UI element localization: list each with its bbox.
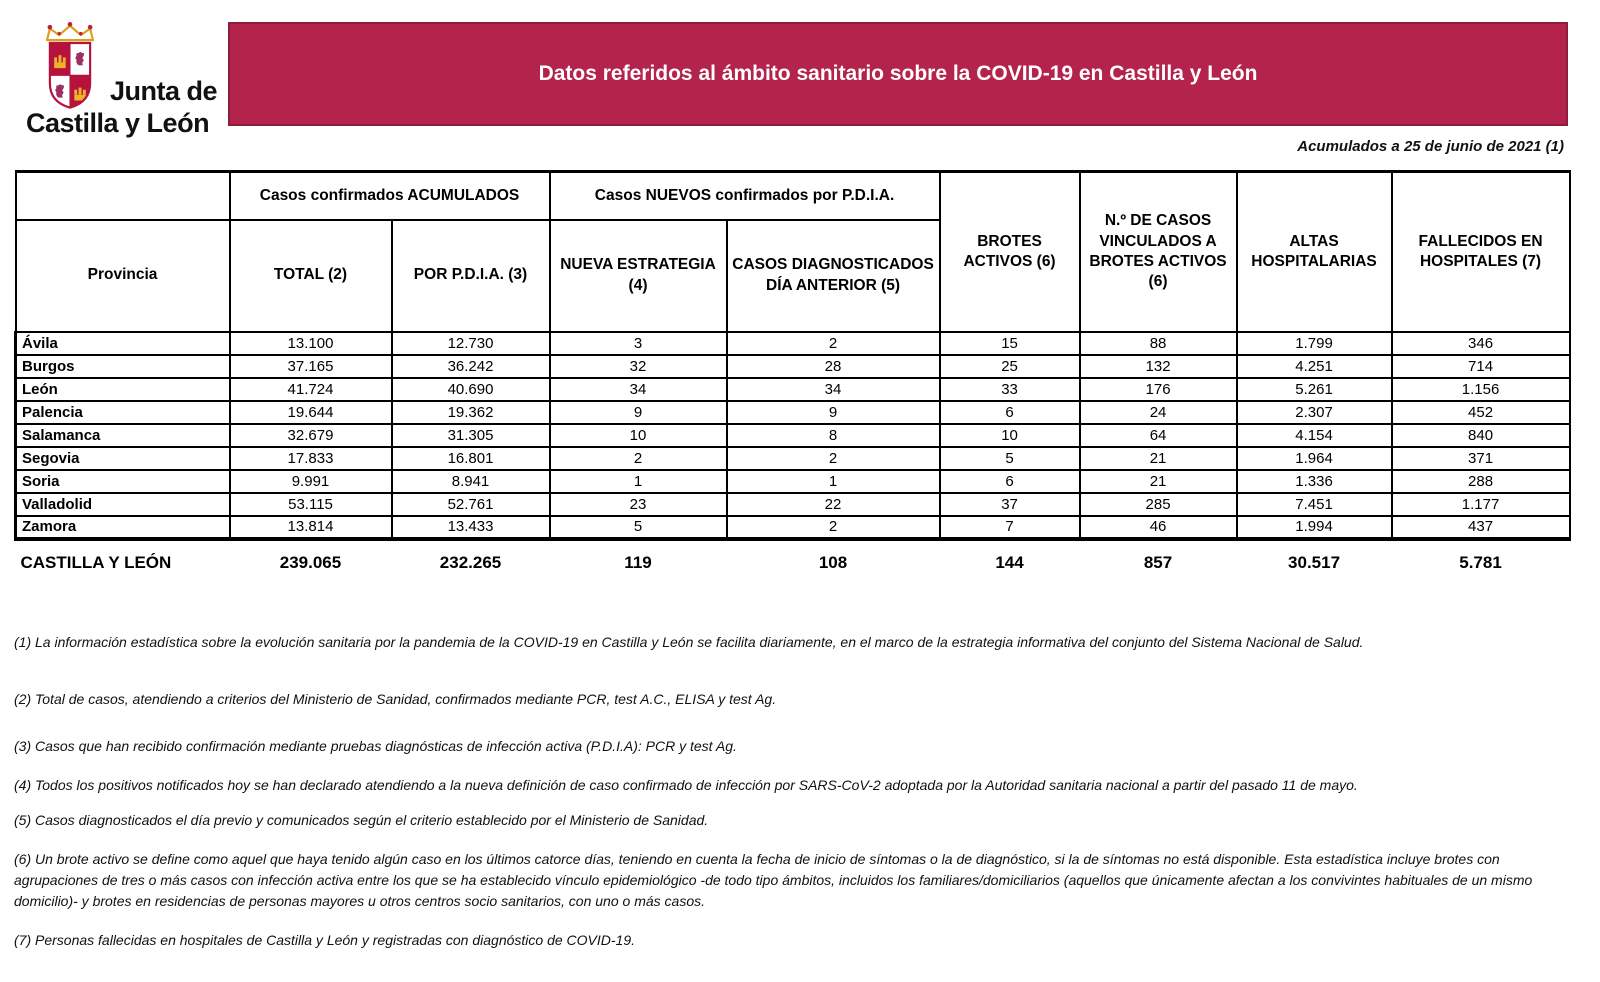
cell-fallecidos: 840 — [1392, 424, 1570, 447]
cell-diagnosticados: 28 — [727, 355, 940, 378]
cell-total: 41.724 — [230, 378, 392, 401]
cell-brotes: 10 — [940, 424, 1080, 447]
cell-brotes: 33 — [940, 378, 1080, 401]
cell-brotes: 7 — [940, 516, 1080, 539]
cell-vinculados: 132 — [1080, 355, 1237, 378]
cell-altas: 4.154 — [1237, 424, 1392, 447]
total-fallecidos: 5.781 — [1459, 553, 1502, 572]
cell-diagnosticados: 2 — [727, 332, 940, 355]
footnote-7: (7) Personas fallecidas en hospitales de Castilla y León y registradas con diagnóstico de COVID-19. — [14, 932, 635, 948]
cell-brotes: 6 — [940, 401, 1080, 424]
cell-fallecidos: 1.177 — [1392, 493, 1570, 516]
cell-total: 37.165 — [230, 355, 392, 378]
cell-por-pdia: 40.690 — [392, 378, 550, 401]
date-note: Acumulados a 25 de junio de 2021 (1) — [1297, 138, 1564, 155]
total-altas: 30.517 — [1288, 553, 1341, 572]
group-header-acumulados: Casos confirmados ACUMULADOS — [230, 172, 550, 220]
table-group-header-row — [16, 172, 1570, 220]
col-header-altas-hospitalarias: ALTAS HOSPITALARIAS — [1237, 172, 1392, 332]
cell-altas: 1.799 — [1237, 332, 1392, 355]
table-row-segovia — [16, 447, 1570, 470]
footnote-4: (4) Todos los positivos notificados hoy se han declarado atendiendo a la nueva definición de caso confirmado de infección por SARS-CoV-2 adoptada por la Autoridad sanitaria nacional a partir del pasado 11 de mayo. — [14, 777, 1358, 793]
coat-of-arms-icon — [34, 20, 106, 112]
cell-altas: 4.251 — [1237, 355, 1392, 378]
cell-diagnosticados: 1 — [727, 470, 940, 493]
col-header-casos-vinculados: N.º DE CASOS VINCULADOS A BROTES ACTIVOS (6) — [1080, 172, 1237, 332]
cell-por-pdia: 52.761 — [392, 493, 550, 516]
footnotes-section — [14, 632, 1558, 951]
cell-altas: 1.994 — [1237, 516, 1392, 539]
cell-brotes: 25 — [940, 355, 1080, 378]
title-banner — [228, 22, 1568, 126]
cell-vinculados: 21 — [1080, 447, 1237, 470]
group-header-nuevos-pdia: Casos NUEVOS confirmados por P.D.I.A. — [550, 172, 940, 220]
province-name: León — [16, 378, 230, 401]
cell-altas: 2.307 — [1237, 401, 1392, 424]
cell-por-pdia: 12.730 — [392, 332, 550, 355]
province-name: Burgos — [16, 355, 230, 378]
cell-nueva-estrategia: 9 — [550, 401, 727, 424]
table-row-valladolid — [16, 493, 1570, 516]
cell-nueva-estrategia: 3 — [550, 332, 727, 355]
crown-icon — [47, 22, 93, 40]
cell-nueva-estrategia: 10 — [550, 424, 727, 447]
province-name: Ávila — [16, 332, 230, 355]
cell-por-pdia: 8.941 — [392, 470, 550, 493]
cell-diagnosticados: 2 — [727, 516, 940, 539]
col-header-casos-diagnosticados: CASOS DIAGNOSTICADOS DÍA ANTERIOR (5) — [727, 220, 940, 332]
col-header-por-pdia: POR P.D.I.A. (3) — [392, 220, 550, 332]
cell-total: 17.833 — [230, 447, 392, 470]
table-row-zamora — [16, 516, 1570, 539]
cell-por-pdia: 16.801 — [392, 447, 550, 470]
cell-nueva-estrategia: 5 — [550, 516, 727, 539]
cell-vinculados: 88 — [1080, 332, 1237, 355]
total-label: CASTILLA Y LEÓN — [20, 553, 172, 572]
logo-text-line2: Castilla y León — [26, 108, 210, 138]
table-row-salamanca — [16, 424, 1570, 447]
total-diagnosticados: 108 — [818, 553, 848, 572]
province-name: Palencia — [16, 401, 230, 424]
cell-total: 13.100 — [230, 332, 392, 355]
cell-nueva-estrategia: 32 — [550, 355, 727, 378]
total-por-pdia: 232.265 — [439, 553, 502, 572]
cell-fallecidos: 437 — [1392, 516, 1570, 539]
cell-diagnosticados: 2 — [727, 447, 940, 470]
cell-nueva-estrategia: 1 — [550, 470, 727, 493]
province-name: Zamora — [16, 516, 230, 539]
footnote-6: (6) Un brote activo se define como aquel que haya tenido algún caso en los últimos catorce días, teniendo en cuenta la fecha de inicio de síntomas o la de diagnóstico, si la de síntomas no está disponible. Esta estadística incluye brotes con agrupaciones de tres o más casos con infección activa entre los que se ha establecido vínculo epidemiológico -de todo tipo ámbitos, incluidos los familiares/domiciliarios (aquellos que únicamente afectan a los convivintes habituales de un mismo domicilio)- y brotes en residencias de personas mayores u otros centros socio sanitarios, con uno o más casos. — [14, 851, 1533, 909]
col-header-total: TOTAL (2) — [230, 220, 392, 332]
cell-vinculados: 21 — [1080, 470, 1237, 493]
table-row-burgos — [16, 355, 1570, 378]
cell-fallecidos: 714 — [1392, 355, 1570, 378]
cell-total: 13.814 — [230, 516, 392, 539]
cell-por-pdia: 19.362 — [392, 401, 550, 424]
total-brotes: 144 — [995, 553, 1024, 572]
col-header-nueva-estrategia: NUEVA ESTRATEGIA (4) — [550, 220, 727, 332]
cell-total: 32.679 — [230, 424, 392, 447]
cell-altas: 1.336 — [1237, 470, 1392, 493]
footnote-1: (1) La información estadística sobre la evolución sanitaria por la pandemia de la COVID-19 en Castilla y León se facilita diariamente, en el marco de la estrategia informativa del conjunto del Sistema Nacional de Salud. — [14, 634, 1364, 650]
footnote-5: (5) Casos diagnosticados el día previo y comunicados según el criterio establecido por el Ministerio de Sanidad. — [14, 812, 709, 828]
cell-fallecidos: 1.156 — [1392, 378, 1570, 401]
junta-logo — [24, 16, 224, 141]
logo-text-line1: Junta de — [110, 76, 218, 106]
cell-nueva-estrategia: 34 — [550, 378, 727, 401]
page-title: Datos referidos al ámbito sanitario sobre la COVID-19 en Castilla y León — [538, 62, 1258, 85]
empty-corner-cell — [16, 172, 230, 220]
table-row-palencia — [16, 401, 1570, 424]
cell-total: 53.115 — [230, 493, 392, 516]
cell-altas: 7.451 — [1237, 493, 1392, 516]
cell-por-pdia: 31.305 — [392, 424, 550, 447]
cell-vinculados: 285 — [1080, 493, 1237, 516]
cell-brotes: 15 — [940, 332, 1080, 355]
footnote-2: (2) Total de casos, atendiendo a criterios del Ministerio de Sanidad, confirmados mediante PCR, test A.C., ELISA y test Ag. — [14, 691, 777, 707]
cell-diagnosticados: 22 — [727, 493, 940, 516]
cell-brotes: 37 — [940, 493, 1080, 516]
cell-brotes: 5 — [940, 447, 1080, 470]
cell-diagnosticados: 9 — [727, 401, 940, 424]
total-total: 239.065 — [279, 553, 342, 572]
cell-vinculados: 64 — [1080, 424, 1237, 447]
table-row-avila — [16, 332, 1570, 355]
cell-por-pdia: 36.242 — [392, 355, 550, 378]
table-row-leon — [16, 378, 1570, 401]
cell-altas: 5.261 — [1237, 378, 1392, 401]
cell-diagnosticados: 8 — [727, 424, 940, 447]
cell-vinculados: 176 — [1080, 378, 1237, 401]
cell-fallecidos: 452 — [1392, 401, 1570, 424]
total-row — [16, 539, 1570, 579]
total-vinculados: 857 — [1143, 553, 1173, 572]
province-name: Valladolid — [16, 493, 230, 516]
cell-fallecidos: 288 — [1392, 470, 1570, 493]
cell-brotes: 6 — [940, 470, 1080, 493]
col-header-provincia: Provincia — [16, 220, 230, 332]
cell-total: 9.991 — [230, 470, 392, 493]
province-name: Salamanca — [16, 424, 230, 447]
covid-data-table — [14, 170, 1571, 579]
footnote-3: (3) Casos que han recibido confirmación mediante pruebas diagnósticas de infección activa (P.D.I.A): PCR y test Ag. — [14, 738, 737, 754]
province-name: Segovia — [16, 447, 230, 470]
province-name: Soria — [16, 470, 230, 493]
cell-vinculados: 24 — [1080, 401, 1237, 424]
cell-altas: 1.964 — [1237, 447, 1392, 470]
cell-fallecidos: 371 — [1392, 447, 1570, 470]
cell-por-pdia: 13.433 — [392, 516, 550, 539]
cell-total: 19.644 — [230, 401, 392, 424]
cell-diagnosticados: 34 — [727, 378, 940, 401]
table-row-soria — [16, 470, 1570, 493]
cell-nueva-estrategia: 2 — [550, 447, 727, 470]
cell-vinculados: 46 — [1080, 516, 1237, 539]
cell-nueva-estrategia: 23 — [550, 493, 727, 516]
cell-fallecidos: 346 — [1392, 332, 1570, 355]
col-header-brotes-activos: BROTES ACTIVOS (6) — [940, 172, 1080, 332]
total-nueva-estrategia: 119 — [624, 553, 652, 572]
col-header-fallecidos: FALLECIDOS EN HOSPITALES (7) — [1392, 172, 1570, 332]
